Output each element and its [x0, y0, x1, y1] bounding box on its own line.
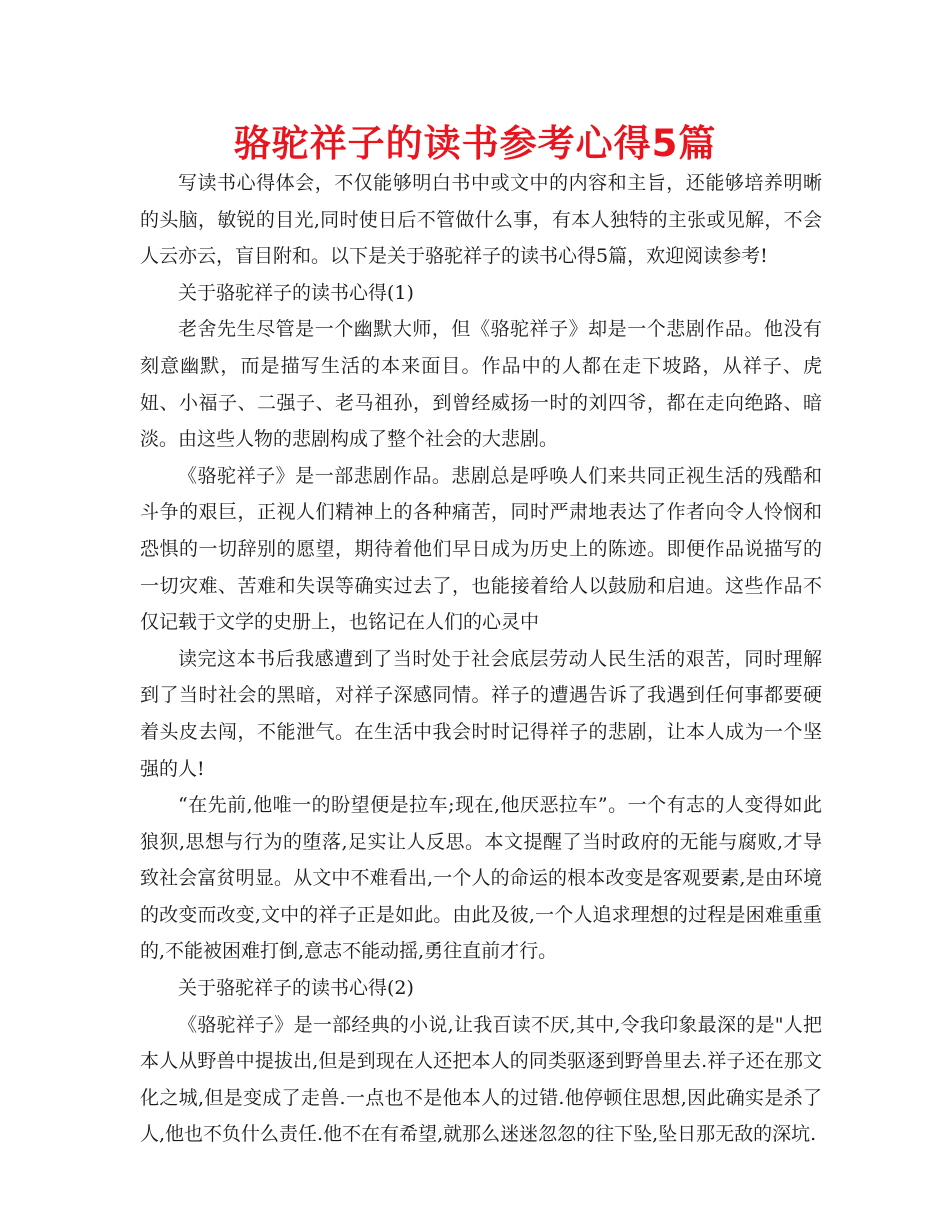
paragraph: 《骆驼祥子》是一部经典的小说,让我百读不厌,其中,令我印象最深的是"人把本人从野兽中提拔出,但是到现在人还把本人的同类驱逐到野兽里去.祥子还在那文化之城,但是变成了走兽.一点也不是他本人的过错.他停顿住思想,因此确实是杀了人,他也不负什么责任.他不在有希望,就那么迷迷忽忽的往下坠,坠日那无敌的深坑. — [140, 1013, 822, 1146]
document-body — [140, 165, 822, 1153]
intro-paragraph: 写读书心得体会，不仅能够明白书中或文中的内容和主旨，还能够培养明晰的头脑，敏锐的目光,同时使日后不管做什么事，有本人独特的主张或见解，不会人云亦云，盲目附和。以下是关于骆驼祥子的读书心得5篇，欢迎阅读参考! — [140, 172, 822, 268]
paragraph: 老舍先生尽管是一个幽默大师，但《骆驼祥子》却是一个悲剧作品。他没有刻意幽默，而是描写生活的本来面目。作品中的人都在走下坡路，从祥子、虎妞、小福子、二强子、老马祖孙，到曾经威扬一时的刘四爷，都在走向绝路、暗淡。由这些人物的悲剧构成了整个社会的大悲剧。 — [140, 318, 822, 451]
paragraph: “在先前,他唯一的盼望便是拉车;现在,他厌恶拉车”。一个有志的人变得如此狼狈,思想与行为的堕落,足实让人反思。本文提醒了当时政府的无能与腐败,才导致社会富贫明显。从文中不难看出,一个人的命运的根本改变是客观要素,是由环境的改变而改变,文中的祥子正是如此。由此及彼,一个人追求理想的过程是困难重重的,不能被困难打倒,意志不能动摇,勇往直前才行。 — [140, 794, 822, 963]
section-heading-2: 关于骆驼祥子的读书心得(2) — [178, 977, 414, 1000]
paragraph: 读完这本书后我感遭到了当时处于社会底层劳动人民生活的艰苦，同时理解到了当时社会的黑暗，对祥子深感同情。祥子的遭遇告诉了我遇到任何事都要硬着头皮去闯，不能泄气。在生活中我会时时记得祥子的悲剧，让本人成为一个坚强的人! — [140, 647, 822, 780]
document-title: 骆驼祥子的读书参考心得5篇 — [233, 122, 717, 165]
section-heading-1: 关于骆驼祥子的读书心得(1) — [178, 281, 414, 304]
paragraph: 《骆驼祥子》是一部悲剧作品。悲剧总是呼唤人们来共同正视生活的残酷和斗争的艰巨，正视人们精神上的各种痛苦，同时严肃地表达了作者向令人怜悯和恐惧的一切辞别的愿望，期待着他们早日成为历史上的陈迹。即便作品说描写的一切灾难、苦难和失误等确实过去了，也能接着给人以鼓励和启迪。这些作品不仅记载于文学的史册上，也铭记在人们的心灵中 — [140, 464, 822, 634]
